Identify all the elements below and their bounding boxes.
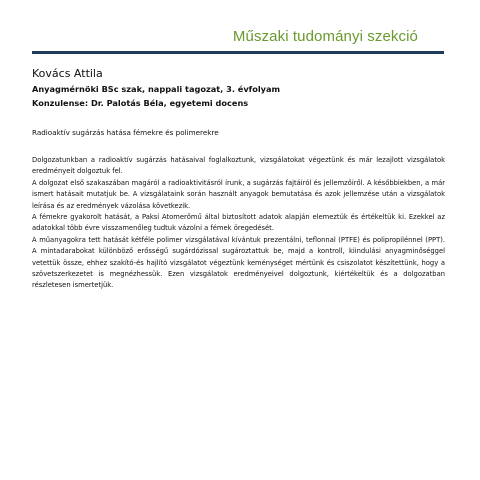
advisor-line: Konzulense: Dr. Palotás Béla, egyetemi docens	[32, 98, 249, 108]
abstract-paragraph: A műanyagokra tett hatását kétféle polimer vizsgálatával kívántuk prezentálni, teflonnal (PTFE) és polipropilénnel (PPT). A mintadarabokat különböző erősségű sugárdózissal sugároztattuk be, majd a kontroll, kiindulási anyagminőséggel vetettük össze, ehhez szakító-és hajlító vizsgálatot végeztünk keménységet mértünk és csiszolatot készítettünk, hogy a szövetszerkezetet is megnézhessük. Ezen vizsgálatok eredményeivel dolgoztunk, kiértékeltük és a dolgozatban részletesen ismertetjük.	[32, 235, 445, 290]
abstract-paragraph: A dolgozat első szakaszában magáról a radioaktivitásról írunk, a sugárzás fajtáiról és jellemzőiről. A későbbiekben, a már ismert hatásait mutatjuk be. A vizsgálataink során használt anyagok bemutatása és azok jellemzése után a vizsgálatok leírása és az eredmények vázolása következik.	[32, 178, 445, 210]
abstract-paragraph: Dolgozatunkban a radioaktív sugárzás hatásaival foglalkoztunk, vizsgálatokat végeztünk és már lezajlott vizsgálatok eredményeit dolgoztuk fel.	[32, 156, 445, 176]
abstract-body	[32, 155, 445, 292]
section-title: Műszaki tudományi szekció	[232, 28, 418, 45]
abstract-paragraph: A fémekre gyakorolt hatását, a Paksi Atomerőmű által biztosított adatok alapján elemeztük és értékeltük ki. Ezekkel az adatokkal több évre visszamenőleg tudtuk vázolni a fémek öregedését.	[32, 213, 445, 233]
header-divider	[32, 51, 444, 54]
author-program: Anyagmérnöki BSc szak, nappali tagozat, 3. évfolyam	[32, 84, 281, 94]
paper-title: Radioaktív sugárzás hatása fémekre és polimerekre	[32, 128, 219, 137]
author-name: Kovács Attila	[32, 67, 103, 80]
